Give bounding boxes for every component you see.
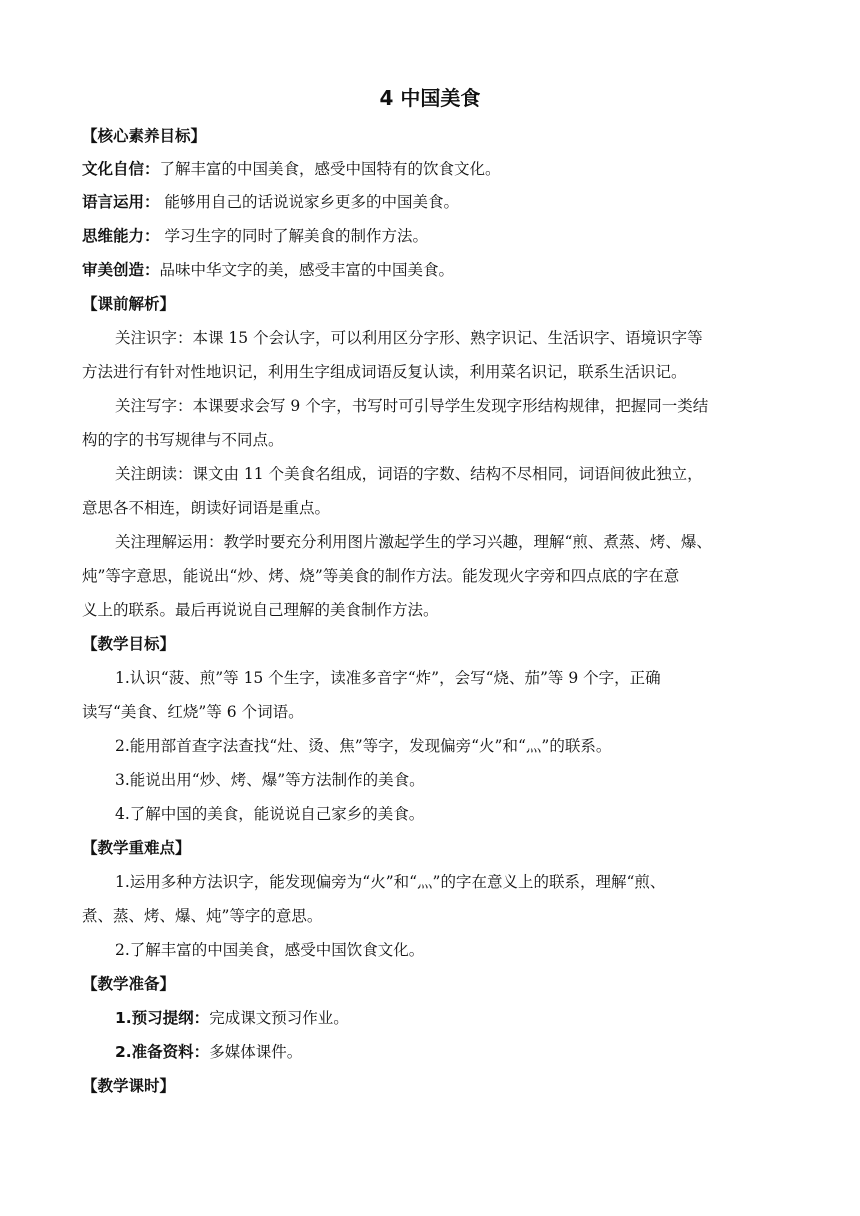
preparation-item [115, 1006, 349, 1030]
periods-heading: 【教学课时】 [82, 1077, 176, 1095]
core-goals-heading: 【核心素养目标】 [82, 127, 207, 145]
paragraph-line: 关注朗读：课文由 11 个美食名组成，词语的字数、结构不尽相同，词语间彼此独立， [115, 465, 703, 483]
key-points-heading: 【教学重难点】 [82, 839, 191, 857]
preparation-item [115, 1040, 302, 1064]
core-goal-label: 文化自信： [82, 160, 160, 178]
lesson-title: 4 中国美食 [379, 86, 481, 110]
paragraph-line: 意思各不相连，朗读好词语是重点。 [82, 499, 331, 517]
core-goal-item [82, 224, 428, 248]
core-goal-label: 审美创造： [82, 261, 160, 279]
preparation-label: 1.预习提纲： [115, 1009, 210, 1027]
paragraph-line: 炖”等字意思，能说出“炒、烤、烧”等美食的制作方法。能发现火字旁和四点底的字在意 [82, 567, 680, 585]
paragraph-line: 构的字的书写规律与不同点。 [82, 431, 284, 449]
preparation-text: 完成课文预习作业。 [209, 1009, 349, 1027]
paragraph-line: 义上的联系。最后再说说自己理解的美食制作方法。 [82, 601, 439, 619]
paragraph-line: 4.了解中国的美食，能说说自己家乡的美食。 [115, 805, 425, 823]
core-goal-text: 学习生字的同时了解美食的制作方法。 [159, 227, 428, 245]
preparation-heading: 【教学准备】 [82, 975, 176, 993]
preparation-label: 2.准备资料： [115, 1043, 210, 1061]
paragraph-line: 1.运用多种方法识字，能发现偏旁为“火”和“灬”的字在意义上的联系，理解“煎、 [115, 873, 666, 891]
paragraph-line: 煮、蒸、烤、爆、炖”等字的意思。 [82, 907, 323, 925]
paragraph-line: 读写“美食、红烧”等 6 个词语。 [82, 703, 304, 721]
teaching-goals-heading: 【教学目标】 [82, 635, 176, 653]
paragraph-line: 3.能说出用“炒、烤、爆”等方法制作的美食。 [115, 771, 425, 789]
core-goal-label: 思维能力： [82, 227, 160, 245]
paragraph-line: 关注识字：本课 15 个会认字，可以利用区分字形、熟字识记、生活识字、语境识字等 [115, 329, 703, 347]
paragraph-line: 方法进行有针对性地识记，利用生字组成词语反复认读，利用菜名识记，联系生活识记。 [82, 363, 687, 381]
core-goal-item [82, 190, 459, 214]
paragraph-line: 2.了解丰富的中国美食，感受中国饮食文化。 [115, 941, 425, 959]
core-goal-item [82, 258, 454, 282]
core-goal-text: 能够用自己的话说说家乡更多的中国美食。 [159, 193, 459, 211]
paragraph-line: 关注写字：本课要求会写 9 个字，书写时可引导学生发现字形结构规律，把握同一类结 [115, 397, 709, 415]
core-goal-item [82, 157, 501, 181]
paragraph-line: 关注理解运用：教学时要充分利用图片激起学生的学习兴趣，理解“煎、煮蒸、烤、爆、 [115, 533, 712, 551]
core-goal-text: 了解丰富的中国美食，感受中国特有的饮食文化。 [159, 160, 501, 178]
paragraph-line: 2.能用部首查字法查找“灶、烫、焦”等字，发现偏旁“火”和“灬”的联系。 [115, 737, 612, 755]
preparation-text: 多媒体课件。 [209, 1043, 303, 1061]
pre-analysis-heading: 【课前解析】 [82, 295, 176, 313]
paragraph-line: 1.认识“菠、煎”等 15 个生字，读准多音字“炸”，会写“烧、茄”等 9 个字，正确 [115, 669, 661, 687]
core-goal-text: 品味中华文字的美，感受丰富的中国美食。 [159, 261, 455, 279]
core-goal-label: 语言运用： [82, 193, 160, 211]
